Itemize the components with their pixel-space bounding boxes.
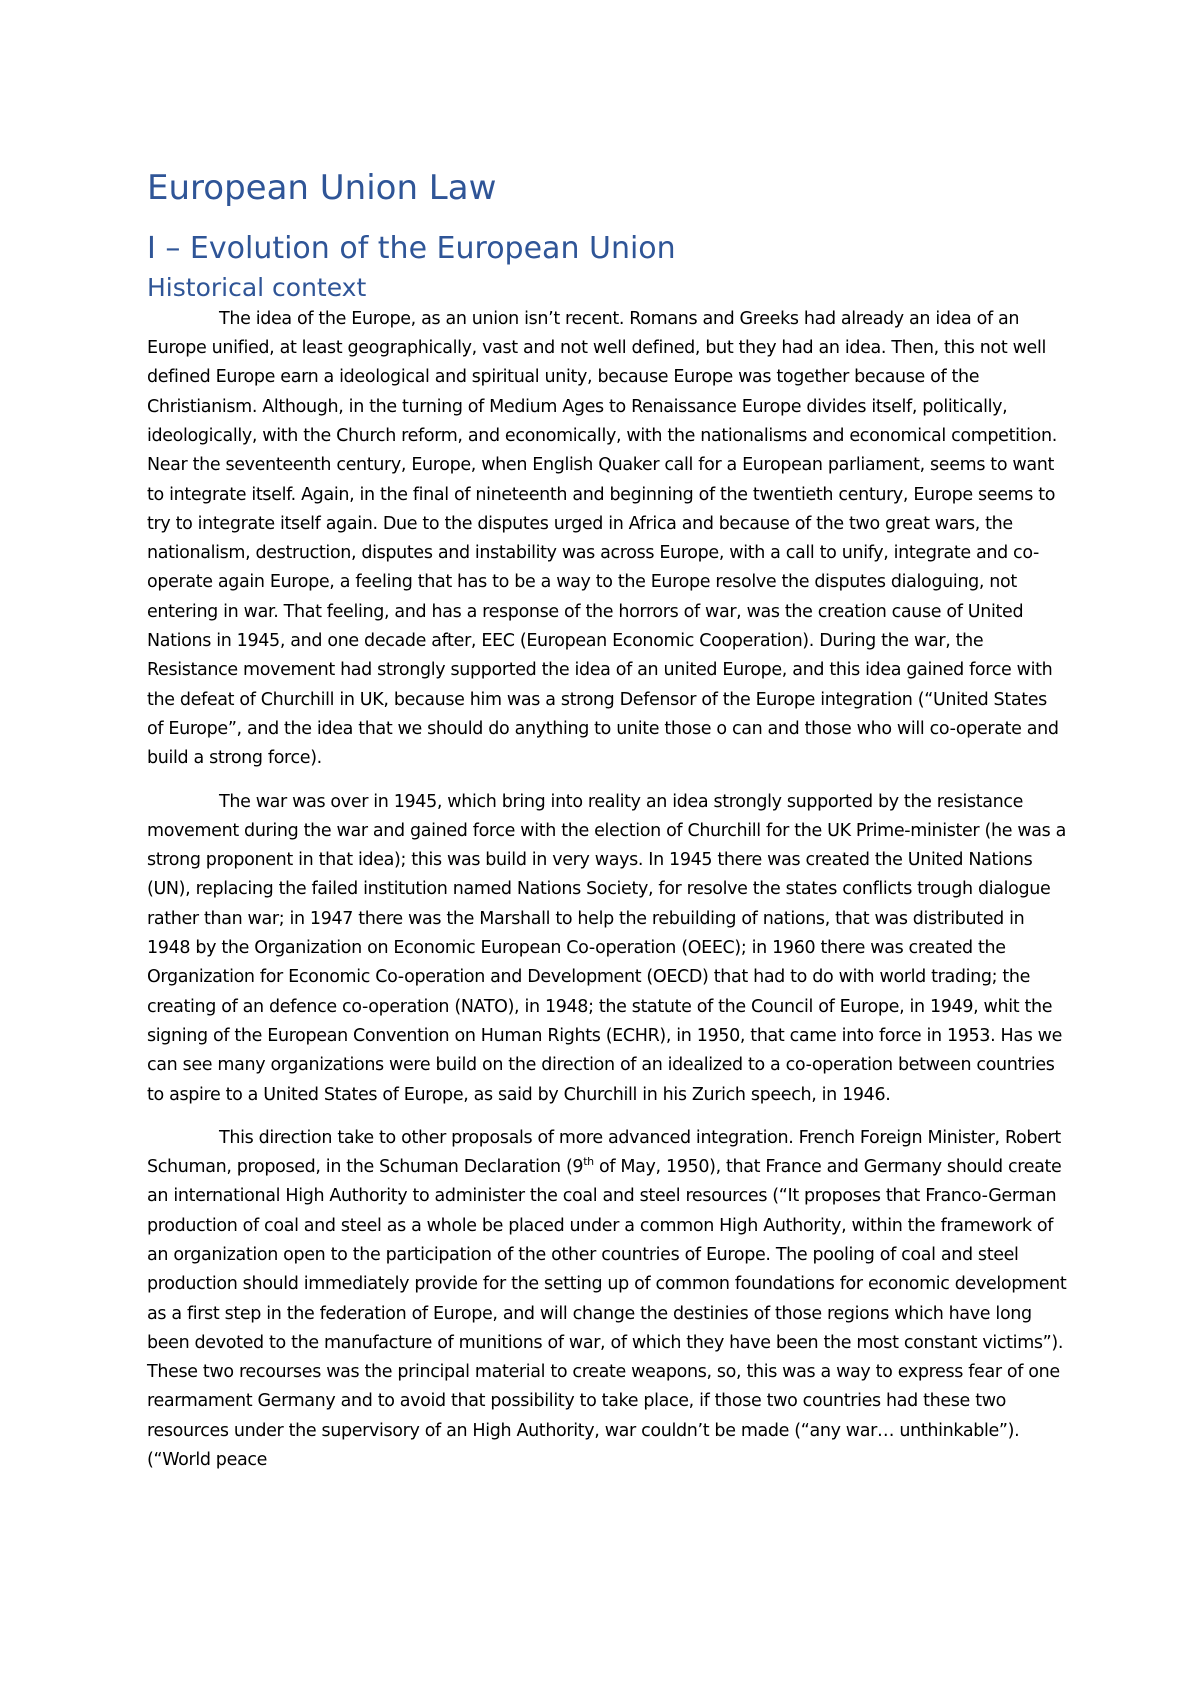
paragraph-historical-context-1: The idea of the Europe, as an union isn’t recent. Romans and Greeks had already an idea of an Europe unified, at least geographically, vast and not well defined, but they had an idea. Then, this not well defined Europe earn a ideological and spiritual unity, because Europe was together because of the Christianism. Although, in the turning of Medium Ages to Renaissance Europe divides itself, politically, ideologically, with the Church reform, and economically, with the nationalisms and economical competition. Near the seventeenth century, Europe, when English Quaker call for a European parliament, seems to want to integrate itself. Again, in the final of nineteenth and beginning of the twentieth century, Europe seems to try to integrate itself again. Due to the disputes urged in Africa and because of the two great wars, the nationalism, destruction, disputes and instability was across Europe, with a call to unify, integrate and co-operate again Europe, a feeling that has to be a way to the Europe resolve the disputes dialoguing, not entering in war. That feeling, and has a response of the horrors of war, was the creation cause of United Nations in 1945, and one decade after, EEC (European Economic Cooperation). During the war, the Resistance movement had strongly supported the idea of an united Europe, and this idea gained force with the defeat of Churchill in UK, because him was a strong Defensor of the Europe integration (“United States of Europe”, and the idea that we should do anything to unite those o can and those who will co-operate and build a strong force). [147, 308, 1059, 769]
paragraph-historical-context-2: The war was over in 1945, which bring into reality an idea strongly supported by the resistance movement during the war and gained force with the election of Churchill for the UK Prime-minister (he was a strong proponent in that idea); this was build in very ways. In 1945 there was created the United Nations (UN), replacing the failed institution named Nations Society, for resolve the states conflicts trough dialogue rather than war; in 1947 there was the Marshall to help the rebuilding of nations, that was distributed in 1948 by the Organization on Economic European Co-operation (OEEC); in 1960 there was created the Organization for Economic Co-operation and Development (OECD) that had to do with world trading; the creating of an defence co-operation (NATO), in 1948; the statute of the Council of Europe, in 1949, whit the signing of the European Convention on Human Rights (ECHR), in 1950, that came into force in 1953. Has we can see many organizations were build on the direction of an idealized to a co-operation between countries to aspire to a United States of Europe, as said by Churchill in his Zurich speech, in 1946. [147, 791, 1067, 1105]
subsection-heading: Historical context [147, 272, 367, 302]
paragraph-3-text-after-superscript: of May, 1950), that France and Germany should create an international High Authority to administer the coal and steel resources (“It proposes that Franco-German production of coal and steel as a whole be placed under a common High Authority, within the framework of an organization open to the participation of the other countries of Europe. The pooling of coal and steel production should immediately provide for the setting up of common foundations for economic development as a first step in the federation of Europe, and will change the destinies of those regions which have long been devoted to the manufacture of munitions of war, of which they have been the most constant victims”). These two recourses was the principal material to create weapons, so, this was a way to express fear of one rearmament Germany and to avoid that possibility to take place, if those two countries had these two resources under the supervisory of an High Authority, war couldn’t be made (“any war… unthinkable”). (“World peace [147, 1157, 1067, 1471]
document-body [147, 168, 1067, 1489]
section-heading: I – Evolution of the European Union [147, 230, 676, 266]
paragraph-historical-context-3 [147, 1124, 1067, 1476]
document-title: European Union Law [147, 168, 497, 208]
paragraph-3-text-before-superscript: This direction take to other proposals of more advanced integration. French Foreign Minister, Robert Schuman, proposed, in the Schuman Declaration (9 [147, 1127, 1061, 1178]
ordinal-superscript: th [583, 1155, 594, 1169]
